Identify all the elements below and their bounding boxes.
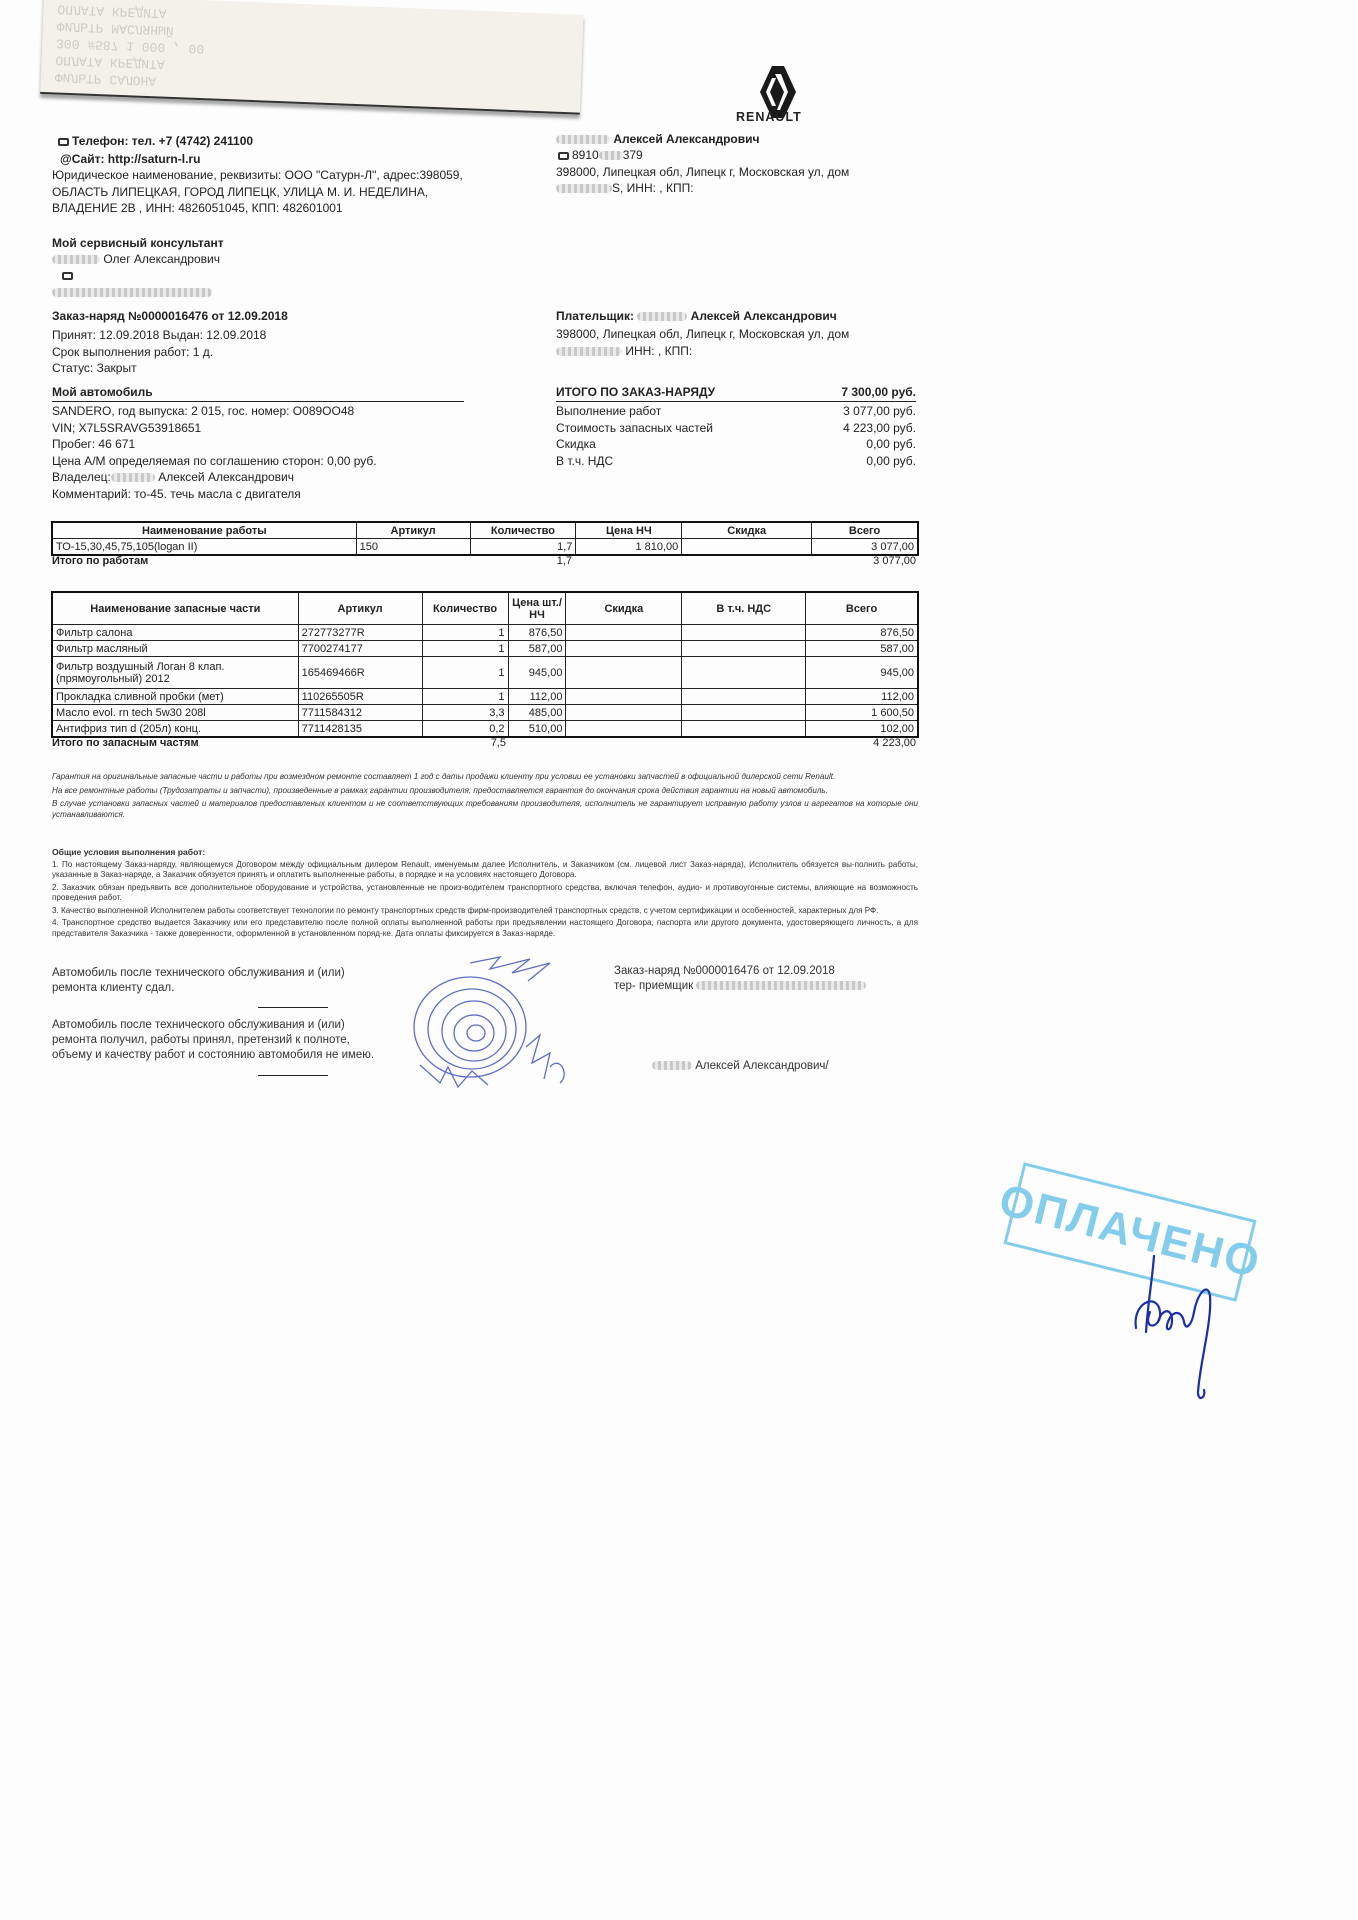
order-block bbox=[52, 308, 472, 377]
table-row: Фильтр масляный 7700274177 1 587,00 587,00 bbox=[53, 641, 918, 657]
condition-item: 4. Транспортное средство выдается Заказчику или его представителю после полной оплаты выполненной работы при предъявлении настоящего Договора, паспорта или другого документа, удостоверяющего личность, а для представителя Заказчика - также доверенности, оформленной в установленном поряд-ке. Дата оплаты фиксируется в Заказ-наряде. bbox=[52, 918, 918, 938]
order-status: Статус: Закрыт bbox=[52, 361, 137, 375]
car-comment: Комментарий: то-45. течь масла с двигателя bbox=[52, 486, 301, 501]
consultant-name: Олег Александрович bbox=[52, 251, 452, 268]
summary-row: В т.ч. НДС 0,00 руб. bbox=[556, 453, 916, 468]
works-table-header: Наименование работы Артикул Количество Цена НЧ Скидка Всего bbox=[53, 523, 918, 539]
customer-block bbox=[556, 131, 896, 197]
dealer-site[interactable]: @Сайт: http://saturn-l.ru bbox=[60, 152, 201, 166]
signoff-left bbox=[52, 966, 392, 1063]
redacted-surname bbox=[637, 312, 687, 321]
dealer-legal: Юридическое наименование, реквизиты: ООО "Сатурн-Л", адрес:398059, ОБЛАСТЬ ЛИПЕЦКАЯ, ГОРОД ЛИПЕЦК, УЛИЦА М. И. НЕДЕЛИНА, ВЛАДЕНИЕ 2В , ИНН: 4826051045, КПП: 482601001 bbox=[52, 168, 463, 215]
redacted-house bbox=[556, 184, 612, 193]
order-dates: Принят: 12.09.2018 Выдан: 12.09.2018 bbox=[52, 328, 267, 342]
redacted-surname bbox=[556, 135, 610, 144]
payer-address-2: ИНН: , КПП: bbox=[556, 343, 916, 360]
works-table-wrap bbox=[52, 522, 918, 569]
signature-line-client bbox=[258, 1075, 328, 1076]
consultant-phone-redacted bbox=[52, 284, 452, 302]
conditions-heading: Общие условия выполнения работ: bbox=[52, 847, 206, 857]
dealer-phone: Телефон: тел. +7 (4742) 241100 bbox=[58, 133, 478, 149]
paid-stamp: ОПЛАЧЕНО bbox=[1003, 1162, 1256, 1302]
handed-over-text: Автомобиль после технического обслуживания и (или) ремонта клиенту сдал. bbox=[52, 967, 345, 994]
customer-phone: 8910 379 bbox=[558, 147, 896, 164]
redacted-phone-part bbox=[599, 151, 623, 160]
payer-block bbox=[556, 308, 916, 359]
summary-row: Выполнение работ 3 077,00 руб. bbox=[556, 404, 916, 418]
signoff-right bbox=[614, 964, 914, 994]
car-mileage: Пробег: 46 671 bbox=[52, 437, 136, 451]
conditions-block bbox=[52, 847, 918, 939]
handwritten-signature-icon bbox=[1128, 1252, 1238, 1402]
parts-table-header: Наименование запасные части Артикул Количество Цена шт./НЧ Скидка В т.ч. НДС Всего bbox=[53, 593, 918, 625]
signoff-receiver: тер- приемщик bbox=[614, 979, 914, 994]
phone-icon bbox=[62, 272, 73, 280]
car-model: SANDERO, год выпуска: 2 015, гос. номер: О089ОО48 bbox=[52, 404, 355, 418]
summary-row: Скидка 0,00 руб. bbox=[556, 437, 916, 451]
redacted-surname bbox=[652, 1061, 692, 1070]
condition-item: 3. Качество выполненной Исполнителем работы соответствует технологии по ремонту транспортных средств фирм-производителей транспортных средств, с учетом сертификации и особенностей, характерных для РФ. bbox=[52, 905, 879, 915]
table-row: Антифриз тип d (205л) конц. 7711428135 0,2 510,00 102,00 bbox=[53, 721, 918, 737]
summary-block bbox=[556, 384, 916, 469]
summary-total: 7 300,00 руб. bbox=[841, 385, 916, 399]
parts-table-wrap bbox=[52, 592, 918, 751]
signoff-client: Алексей Александрович/ bbox=[652, 1060, 829, 1072]
warranty-block bbox=[52, 772, 918, 820]
consultant-heading: Мой сервисный консультант bbox=[52, 236, 224, 250]
receipt-overlay bbox=[40, 0, 583, 115]
condition-item: 1. По настоящему Заказ-наряду, являющемуся Договором между официальным дилером Renault, именуемым далее Исполнитель, и Заказчиком (см. лицевой лист Заказ-наряда), Исполнитель обязуется вы-полнить работы, указанные в Заказ-наряде, а Заказчик обязуется принять и оплатить выполненные работы, в порядке и на условиях настоящего Договора. bbox=[52, 859, 918, 879]
parts-total-row: Итого по запасным частям 7,5 4 223,00 bbox=[52, 737, 916, 749]
table-row: Фильтр воздушный Логан 8 клап. (прямоугольный) 2012 165469466R 1 945,00 945,00 bbox=[53, 657, 918, 689]
table-row: Масло evol. rn tech 5w30 208l 7711584312 3,3 485,00 1 600,50 bbox=[53, 705, 918, 721]
summary-total-row bbox=[556, 384, 916, 402]
table-row: Прокладка сливной пробки (мет) 110265505R 1 112,00 112,00 bbox=[53, 689, 918, 705]
customer-address-2: S, ИНН: , КПП: bbox=[556, 180, 896, 197]
payer-name: Плательщик: Алексей Александрович bbox=[556, 309, 837, 323]
parts-table bbox=[52, 592, 918, 737]
signature-line-dealer bbox=[258, 1007, 328, 1008]
consultant-block bbox=[52, 235, 452, 302]
consultant-phone bbox=[62, 268, 452, 285]
signoff-order-ref: Заказ-наряд №0000016476 от 12.09.2018 bbox=[614, 965, 835, 977]
phone-icon bbox=[58, 138, 69, 146]
car-heading: Мой автомобиль bbox=[52, 384, 464, 402]
receipt-ghost-text: ФИЛЬТР САЛОНА ОПЛАТА КРЕДИТА 300 #587 1 000 , 00 ФИЛЬТР МАСЛЯНЫЙ ОПЛАТА КРЕДИТА bbox=[54, 1, 205, 89]
redacted-surname bbox=[111, 473, 155, 482]
order-title: Заказ-наряд №0000016476 от 12.09.2018 bbox=[52, 309, 288, 323]
works-table bbox=[52, 522, 918, 555]
summary-row: Стоимость запасных частей 4 223,00 руб. bbox=[556, 420, 916, 435]
redacted-house bbox=[556, 347, 622, 356]
car-vin: VIN; X7L5SRAVG53918651 bbox=[52, 420, 202, 435]
summary-title: ИТОГО ПО ЗАКАЗ-НАРЯДУ bbox=[556, 385, 716, 399]
payer-address-1: 398000, Липецкая обл, Липецк г, Московская ул, дом bbox=[556, 327, 850, 341]
order-term: Срок выполнения работ: 1 д. bbox=[52, 344, 214, 359]
renault-logo-text: RENAULT bbox=[736, 110, 802, 124]
car-price: Цена А/М определяемая по соглашению сторон: 0,00 руб. bbox=[52, 453, 377, 468]
condition-item: 2. Заказчик обязан предъявить все дополнительное оборудование и устройства, установленные не произ-водителем транспортного средства, включая телефон, аудио- и противоугонные системы, влияющие на возможность проведения работ. bbox=[52, 882, 918, 902]
customer-name: Алексей Александрович bbox=[556, 131, 896, 147]
redacted-phone bbox=[52, 288, 212, 297]
car-block bbox=[52, 384, 464, 502]
warranty-p2: На все ремонтные работы (Трудозатраты и запчасти), произведенные в рамках гарантии производителя, предоставляется гарантия до окончания срока действия гарантии на новый автомобиль. bbox=[52, 785, 828, 795]
warranty-p1: Гарантия на оригинальные запасные части и работы при возмездном ремонте составляет 1 год с даты продажи клиенту при условии ее установки запчастей в официальной дилерской сети Renault. bbox=[52, 772, 836, 781]
received-text: Автомобиль после технического обслуживания и (или) ремонта получил, работы принял, претензий к полноте, объему и качеству работ и состоянию автомобиля не имею. bbox=[52, 1019, 375, 1061]
car-owner: Владелец: Алексей Александрович bbox=[52, 470, 295, 484]
redacted-receiver-name bbox=[696, 981, 866, 990]
dealer-block bbox=[52, 133, 478, 217]
warranty-p3: В случае установки запасных частей и материалов предоставленых клиентом и не соответствующих требованиям производителя, исполнитель не гарантирует исправную работу узлов и агрегатов на которые они устанавливаются. bbox=[52, 799, 918, 819]
table-row: Фильтр салона 272773277R 1 876,50 876,50 bbox=[53, 625, 918, 641]
phone-icon bbox=[558, 152, 569, 160]
customer-address-1: 398000, Липецкая обл, Липецк г, Московская ул, дом bbox=[556, 164, 850, 179]
redacted-surname bbox=[52, 255, 100, 264]
works-total-row: Итого по работам 1,7 3 077,00 bbox=[52, 555, 916, 567]
table-row: ТО-15,30,45,75,105(logan II) 150 1,7 1 810,00 3 077,00 bbox=[53, 539, 918, 555]
